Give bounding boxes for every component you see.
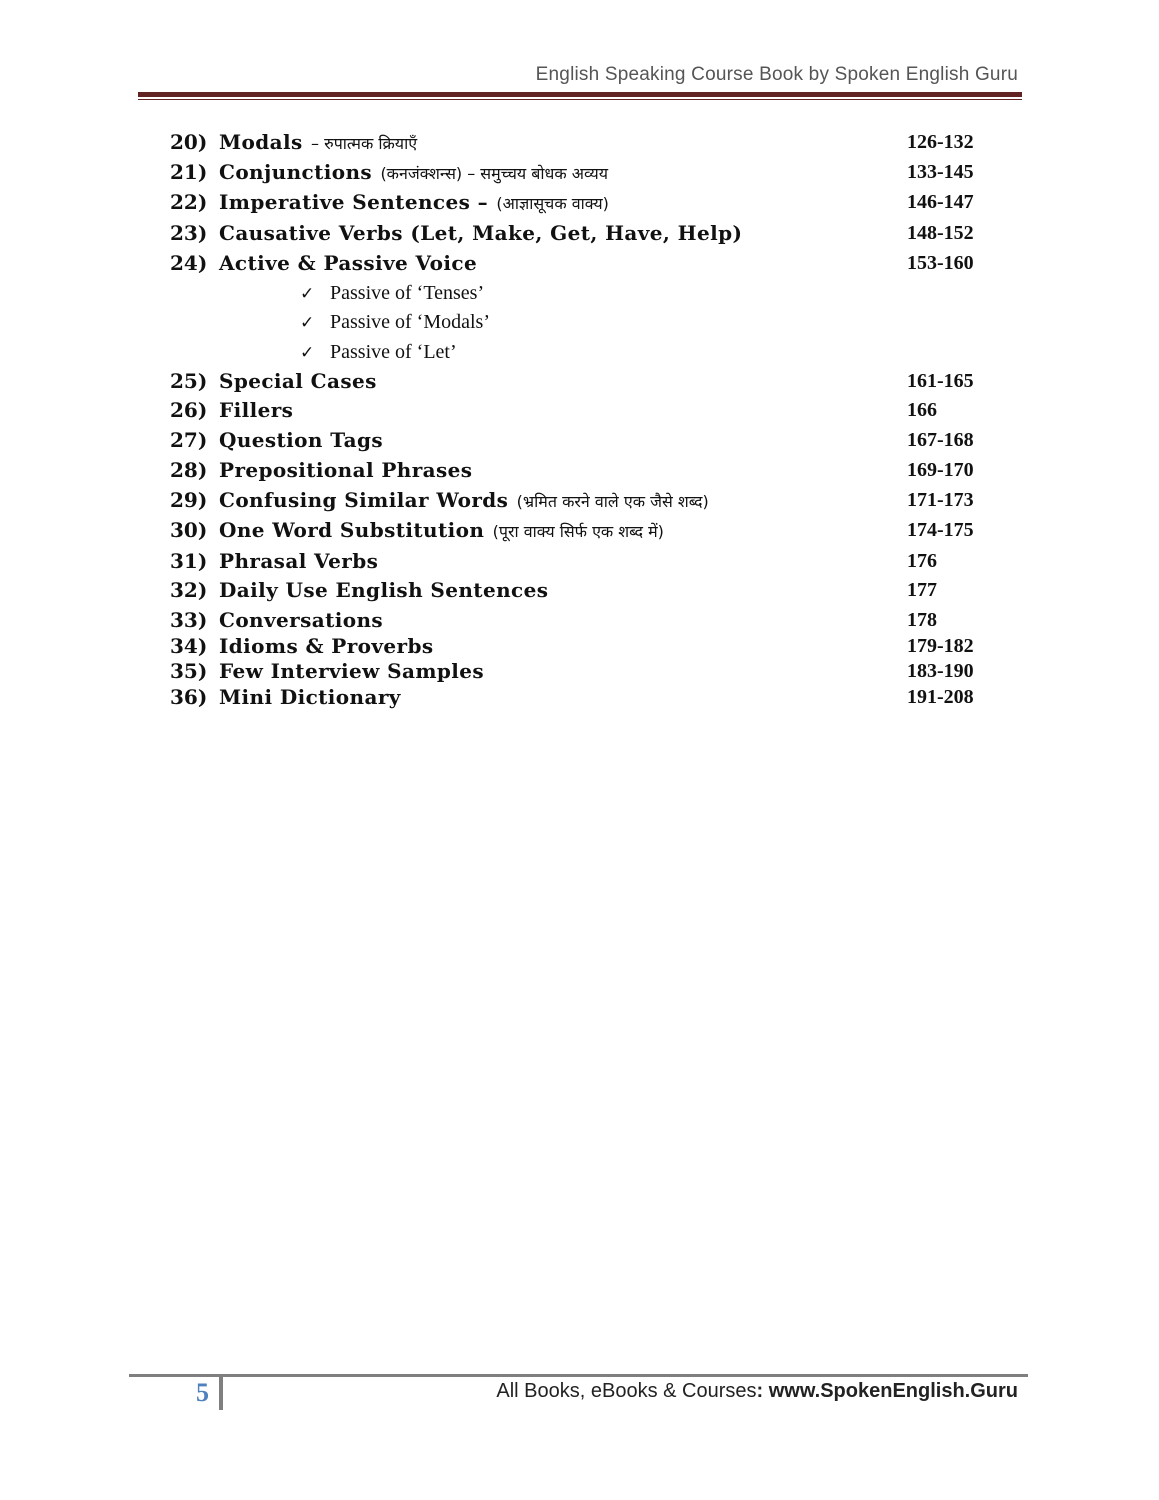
sub-entry[interactable] xyxy=(300,338,457,366)
sub-entry[interactable] xyxy=(300,308,490,336)
toc-entry[interactable] xyxy=(0,158,1159,186)
toc-entry[interactable] xyxy=(0,657,1159,685)
entry-number: 33) xyxy=(170,608,208,632)
toc-entry[interactable] xyxy=(0,367,1159,395)
entry-pages: 174-175 xyxy=(907,519,974,541)
entry-number: 31) xyxy=(170,549,208,573)
entry-pages: 171-173 xyxy=(907,489,974,511)
entry-title: Few Interview Samples xyxy=(219,659,485,683)
toc-entry[interactable] xyxy=(0,128,1159,156)
sub-entry[interactable] xyxy=(300,279,484,307)
entry-title: Confusing Similar Words (भ्रमित करने वाले एक जैसे शब्द) xyxy=(219,488,709,512)
entry-pages: 177 xyxy=(907,579,937,601)
entry-number: 30) xyxy=(170,518,208,542)
toc-entry[interactable] xyxy=(0,516,1159,544)
toc-entry[interactable] xyxy=(0,396,1159,424)
page-number: 5 xyxy=(196,1378,209,1407)
entry-pages: 179-182 xyxy=(907,635,974,657)
entry-title: Modals – रुपात्मक क्रियाएँ xyxy=(219,130,418,154)
toc-entry[interactable] xyxy=(0,219,1159,247)
running-header: English Speaking Course Book by Spoken English Guru xyxy=(535,64,1018,85)
entry-number: 32) xyxy=(170,578,208,602)
entry-pages: 183-190 xyxy=(907,660,974,682)
entry-pages: 148-152 xyxy=(907,222,974,244)
entry-number: 36) xyxy=(170,685,208,709)
footer-text xyxy=(496,1380,1018,1403)
sub-entry-label: Passive of ‘Tenses’ xyxy=(330,282,485,304)
entry-number: 20) xyxy=(170,130,208,154)
toc-entry[interactable] xyxy=(0,486,1159,514)
entry-title: Causative Verbs (Let, Make, Get, Have, Help) xyxy=(219,221,743,245)
entry-title: Conversations xyxy=(219,608,384,632)
footer-label: All Books, eBooks & Courses xyxy=(496,1380,757,1402)
footer-rule xyxy=(129,1374,1028,1377)
checkmark-icon: ✓ xyxy=(300,343,315,363)
entry-title: Idioms & Proverbs xyxy=(219,634,434,658)
entry-number: 29) xyxy=(170,488,208,512)
entry-pages: 166 xyxy=(907,399,937,421)
entry-title: Active & Passive Voice xyxy=(219,251,478,275)
entry-number: 21) xyxy=(170,160,208,184)
entry-title: One Word Substitution (पूरा वाक्य सिर्फ एक शब्द में) xyxy=(219,518,664,542)
entry-title: Fillers xyxy=(219,398,294,422)
toc-entry[interactable] xyxy=(0,188,1159,216)
toc-entry[interactable] xyxy=(0,606,1159,634)
toc-entry[interactable] xyxy=(0,576,1159,604)
entry-pages: 161-165 xyxy=(907,370,974,392)
checkmark-icon: ✓ xyxy=(300,284,315,304)
toc-entry[interactable] xyxy=(0,426,1159,454)
entry-pages: 191-208 xyxy=(907,686,974,708)
entry-pages: 176 xyxy=(907,550,937,572)
toc-entry[interactable] xyxy=(0,683,1159,711)
footer-url-link[interactable]: : www.SpokenEnglish.Guru xyxy=(756,1380,1018,1402)
entry-number: 25) xyxy=(170,369,208,393)
entry-number: 28) xyxy=(170,458,208,482)
sub-entry-label: Passive of ‘Let’ xyxy=(330,341,457,363)
sub-entry-label: Passive of ‘Modals’ xyxy=(330,311,490,333)
toc-entry[interactable] xyxy=(0,547,1159,575)
entry-title: Question Tags xyxy=(219,428,383,452)
entry-number: 34) xyxy=(170,634,208,658)
entry-number: 23) xyxy=(170,221,208,245)
entry-title: Mini Dictionary xyxy=(219,685,401,709)
footer-divider xyxy=(219,1377,223,1410)
entry-pages: 153-160 xyxy=(907,252,974,274)
entry-title: Phrasal Verbs xyxy=(219,549,379,573)
entry-pages: 167-168 xyxy=(907,429,974,451)
entry-pages: 169-170 xyxy=(907,459,974,481)
toc-entry[interactable] xyxy=(0,249,1159,277)
entry-number: 22) xyxy=(170,190,208,214)
entry-title: Imperative Sentences – (आज्ञासूचक वाक्य) xyxy=(219,190,609,214)
checkmark-icon: ✓ xyxy=(300,313,315,333)
entry-number: 35) xyxy=(170,659,208,683)
entry-title: Conjunctions (कनजंक्शन्स) – समुच्चय बोधक अव्यय xyxy=(219,160,609,184)
entry-number: 24) xyxy=(170,251,208,275)
entry-number: 26) xyxy=(170,398,208,422)
toc-entry[interactable] xyxy=(0,632,1159,660)
entry-title: Special Cases xyxy=(219,369,377,393)
entry-title: Daily Use English Sentences xyxy=(219,578,549,602)
entry-number: 27) xyxy=(170,428,208,452)
entry-pages: 178 xyxy=(907,609,937,631)
toc-entry[interactable] xyxy=(0,456,1159,484)
entry-pages: 146-147 xyxy=(907,191,974,213)
entry-pages: 133-145 xyxy=(907,161,974,183)
entry-pages: 126-132 xyxy=(907,131,974,153)
entry-title: Prepositional Phrases xyxy=(219,458,473,482)
